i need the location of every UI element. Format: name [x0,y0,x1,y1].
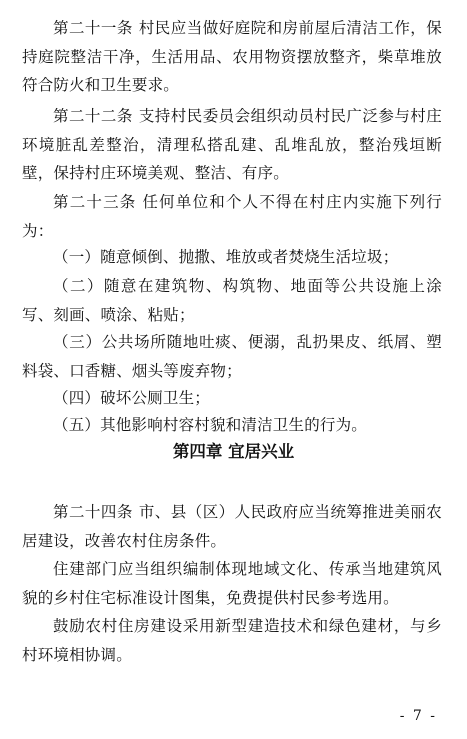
article-24-number: 第二十四条 [53,503,133,521]
article-21-text: 村民应当做好庭院和房前屋后清洁工作，保持庭院整洁干净，生活用品、农用物资摆放整齐，柴草堆放符合防火和卫生要求。 [22,19,442,94]
article-23-item-4: （四）破坏公厕卫生； [53,389,211,407]
article-23-text: 任何单位和个人不得在村庄内实施下列行为： [22,193,442,240]
article-23-item-2: （二）随意在建筑物、构筑物、地面等公共设施上涂写、刻画、喷涂、粘贴； [22,277,442,324]
article-24-paragraph-2: 住建部门应当组织编制体现地域文化、传承当地建筑风貌的乡村住宅标准设计图集，免费提供村民参考选用。 [22,560,442,607]
article-23-item-1: （一）随意倾倒、抛撒、堆放或者焚烧生活垃圾； [53,248,399,266]
article-24-paragraph-3: 鼓励农村住房建设采用新型建造技术和绿色建材，与乡村环境相协调。 [22,617,442,664]
page-number: - 7 - [399,708,437,724]
article-21 [22,14,442,100]
article-22-text: 支持村民委员会组织动员村民广泛参与村庄环境脏乱差整治，清理私搭乱建、乱堆乱放，整治残垣断壁，保持村庄环境美观、整洁、有序。 [22,107,442,182]
article-23-number: 第二十三条 [53,193,137,211]
article-23-item-3: （三）公共场所随地吐痰、便溺，乱扔果皮、纸屑、塑料袋、口香糖、烟头等废弃物； [22,333,442,380]
article-21-number: 第二十一条 [53,19,133,37]
article-22-number: 第二十二条 [53,107,133,125]
chapter-heading: 第四章 宜居兴业 [172,442,295,461]
article-22 [22,102,442,188]
article-24 [22,498,442,555]
article-23 [22,188,442,245]
article-24-text: 市、县（区）人民政府应当统筹推进美丽农居建设，改善农村住房条件。 [22,503,442,550]
article-23-item-5: （五）其他影响村容村貌和清洁卫生的行为。 [53,416,368,434]
